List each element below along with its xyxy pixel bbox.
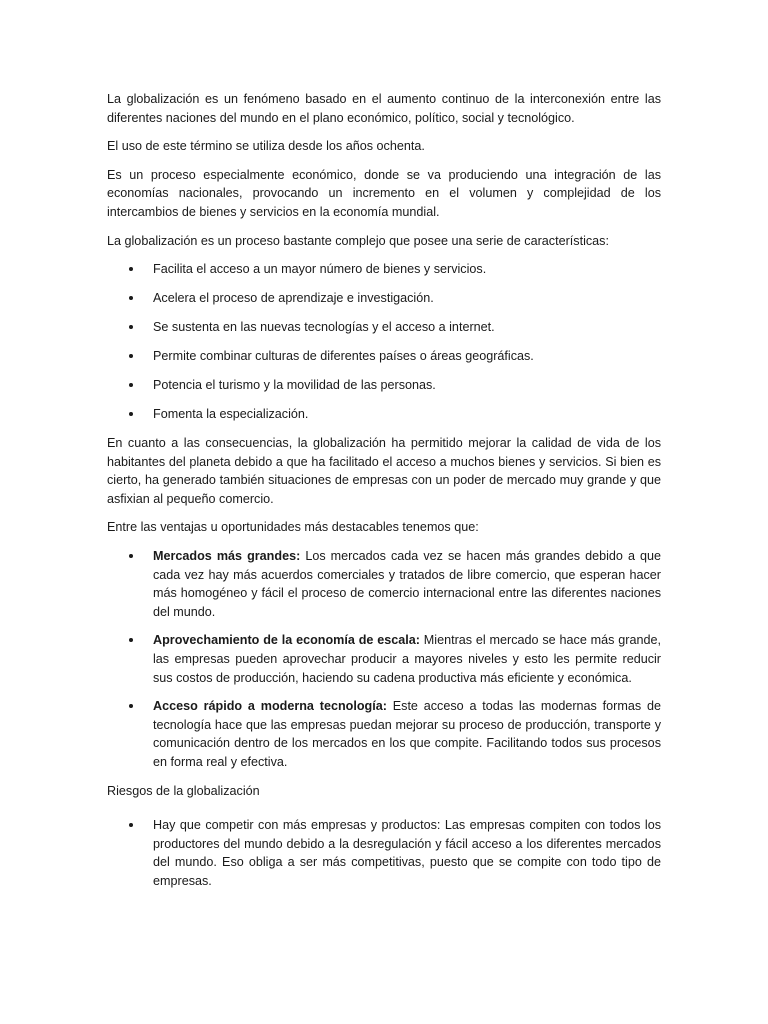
bullet-icon <box>129 412 133 416</box>
paragraph-advantages-intro: Entre las ventajas u oportunidades más destacables tenemos que: <box>107 520 479 535</box>
list-item-text: Se sustenta en las nuevas tecnologías y el acceso a internet. <box>153 320 495 335</box>
list-item <box>107 547 661 621</box>
paragraph-economic-process: Es un proceso especialmente económico, donde se va produciendo una integración de las economías nacionales, provocando un incremento en el volumen y complejidad de los intercambios de bienes y servicios en la economía mundial. <box>107 167 661 219</box>
risks-list <box>107 816 661 890</box>
bullet-icon <box>129 354 133 358</box>
document-page <box>107 90 661 901</box>
characteristics-list <box>107 260 661 424</box>
advantage-title: Mercados más grandes: <box>153 549 301 564</box>
paragraph-consequences: En cuanto a las consecuencias, la globalización ha permitido mejorar la calidad de vida de los habitantes del planeta debido a que ha facilitado el acceso a muchos bienes y servicios. Si bien es cierto, ha generado también situaciones de empresas con un poder de mercado muy grande y que asfixian al pequeño comercio. <box>107 436 661 506</box>
bullet-icon <box>129 554 133 558</box>
list-item <box>107 318 661 337</box>
list-item-text: Hay que competir con más empresas y productos: Las empresas compiten con todos los productores del mundo debido a la desregulación y fácil acceso a los diferentes mercados del mundo. Eso obliga a ser más competitivas, puesto que se compite con todo tipo de empresas. <box>153 818 661 888</box>
list-item <box>107 405 661 424</box>
list-item-text: Permite combinar culturas de diferentes países o áreas geográficas. <box>153 349 534 364</box>
risks-heading: Riesgos de la globalización <box>107 783 260 798</box>
bullet-icon <box>129 296 133 300</box>
advantages-list <box>107 547 661 772</box>
advantage-text: Mientras el mercado se hace más grande, las empresas pueden aprovechar producir a mayores niveles y esto les permite reducir sus costos de producción, haciendo su cadena productiva más eficiente y económica. <box>153 633 662 685</box>
bullet-icon <box>129 704 133 708</box>
list-item <box>107 260 661 279</box>
advantage-text: Este acceso a todas las modernas formas de tecnología hace que las empresas puedan mejorar su proceso de producción, transporte y comunicación dentro de los mercados en los que compite. Facilitando todos sus procesos en forma real y efectiva. <box>153 699 661 769</box>
list-item-text: Acelera el proceso de aprendizaje e investigación. <box>153 291 434 306</box>
paragraph-definition: La globalización es un fenómeno basado en el aumento continuo de la interconexión entre las diferentes naciones del mundo en el plano económico, político, social y tecnológico. <box>107 92 661 125</box>
bullet-icon <box>129 823 133 827</box>
bullet-icon <box>129 638 133 642</box>
paragraph-characteristics-intro: La globalización es un proceso bastante complejo que posee una serie de características: <box>107 233 609 248</box>
list-item-text: Potencia el turismo y la movilidad de las personas. <box>153 378 436 393</box>
bullet-icon <box>129 267 133 271</box>
list-item <box>107 631 661 687</box>
list-item <box>107 697 661 771</box>
bullet-icon <box>129 383 133 387</box>
list-item <box>107 289 661 308</box>
advantage-title: Aprovechamiento de la economía de escala: <box>153 633 420 648</box>
paragraph-origin: El uso de este término se utiliza desde los años ochenta. <box>107 139 425 154</box>
list-item <box>107 376 661 395</box>
list-item-text: Fomenta la especialización. <box>153 407 309 422</box>
advantage-title: Acceso rápido a moderna tecnología: <box>153 699 387 714</box>
advantage-text: Los mercados cada vez se hacen más grandes debido a que cada vez hay más acuerdos comerciales y tratados de libre comercio, que esperan hacer más homogéneo y fácil el proceso de comercio internacional entre las diferentes naciones del mundo. <box>153 549 662 619</box>
list-item-text: Facilita el acceso a un mayor número de bienes y servicios. <box>153 262 487 277</box>
list-item <box>107 347 661 366</box>
bullet-icon <box>129 325 133 329</box>
list-item <box>107 816 661 890</box>
